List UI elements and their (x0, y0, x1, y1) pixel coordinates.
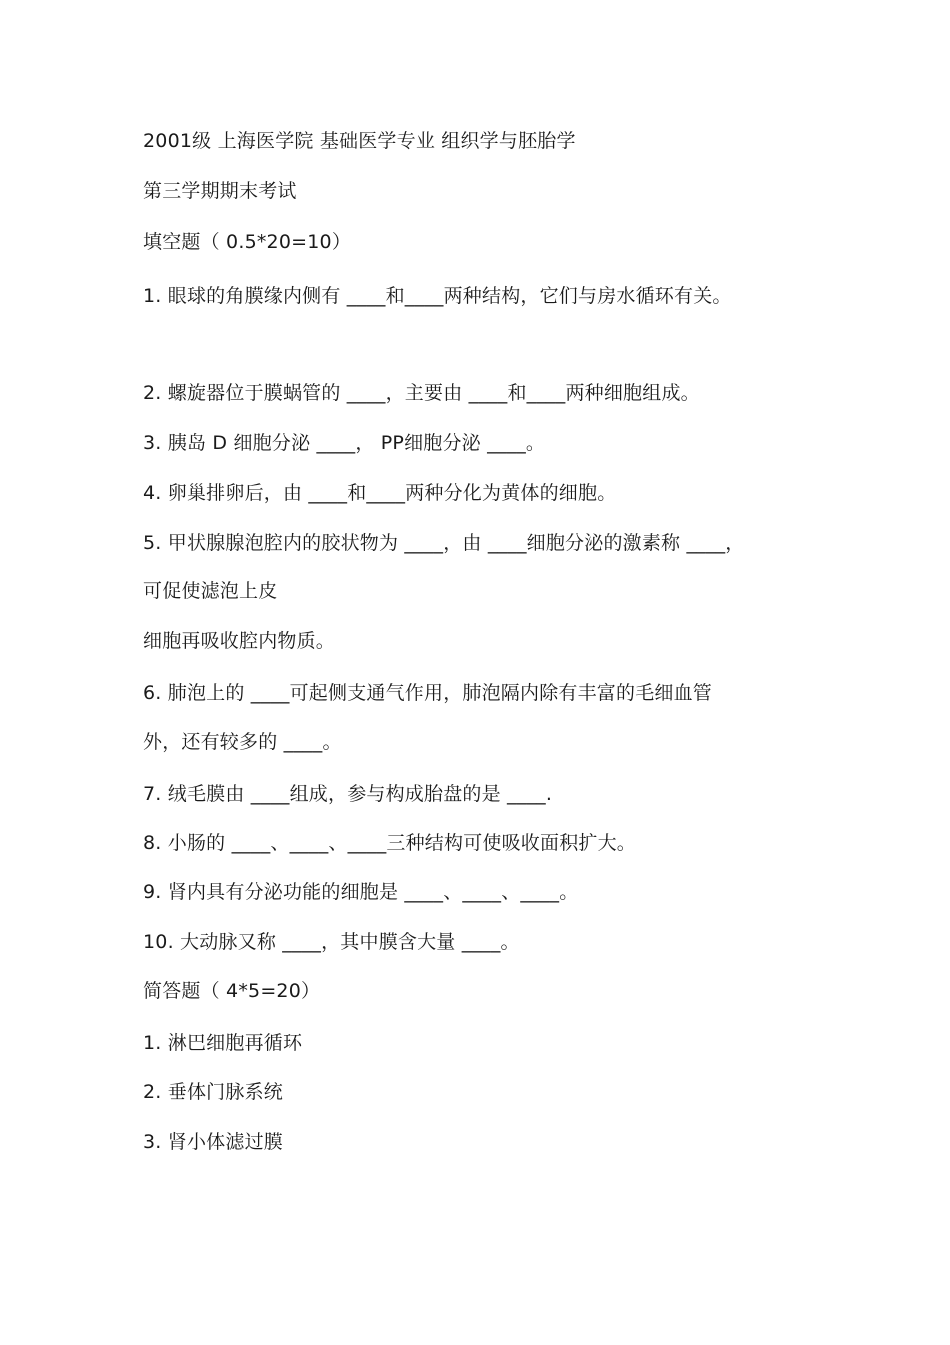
document-subtitle: 第三学期期末考试 (143, 180, 297, 202)
fill-blank-q2: 2. 螺旋器位于膜蜗管的 ____，主要由 ____和____两种细胞组成。 (143, 382, 700, 404)
fill-blank-q5-cont2: 细胞再吸收腔内物质。 (143, 630, 336, 652)
short-answer-q1: 1. 淋巴细胞再循环 (143, 1032, 303, 1054)
fill-blank-q6-cont: 外，还有较多的 ____。 (143, 731, 342, 753)
short-answer-q3: 3. 肾小体滤过膜 (143, 1131, 283, 1153)
fill-blank-q9: 9. 肾内具有分泌功能的细胞是 ____、____、____。 (143, 881, 579, 903)
fill-blank-q4: 4. 卵巢排卵后，由 ____和____两种分化为黄体的细胞。 (143, 482, 617, 504)
fill-blank-q5: 5. 甲状腺腺泡腔内的胶状物为 ____，由 ____细胞分泌的激素称 ____， (143, 532, 745, 554)
short-answer-q2: 2. 垂体门脉系统 (143, 1081, 283, 1103)
fill-blank-q7: 7. 绒毛膜由 ____组成，参与构成胎盘的是 ____. (143, 783, 553, 805)
document-title: 2001级 上海医学院 基础医学专业 组织学与胚胎学 (143, 130, 576, 152)
short-answer-heading: 简答题（ 4*5=20） (143, 980, 321, 1002)
fill-blank-q3: 3. 胰岛 D 细胞分泌 ____， PP细胞分泌 ____。 (143, 432, 546, 454)
fill-blank-q1: 1. 眼球的角膜缘内侧有 ____和____两种结构，它们与房水循环有关。 (143, 285, 732, 307)
fill-blank-heading: 填空题（ 0.5*20=10） (143, 231, 352, 253)
fill-blank-q6: 6. 肺泡上的 ____可起侧支通气作用，肺泡隔内除有丰富的毛细血管 (143, 682, 713, 704)
fill-blank-q8: 8. 小肠的 ____、____、____三种结构可使吸收面积扩大。 (143, 832, 637, 854)
fill-blank-q5-cont1: 可促使滤泡上皮 (143, 580, 278, 602)
fill-blank-q10: 10. 大动脉又称 ____，其中膜含大量 ____。 (143, 931, 520, 953)
